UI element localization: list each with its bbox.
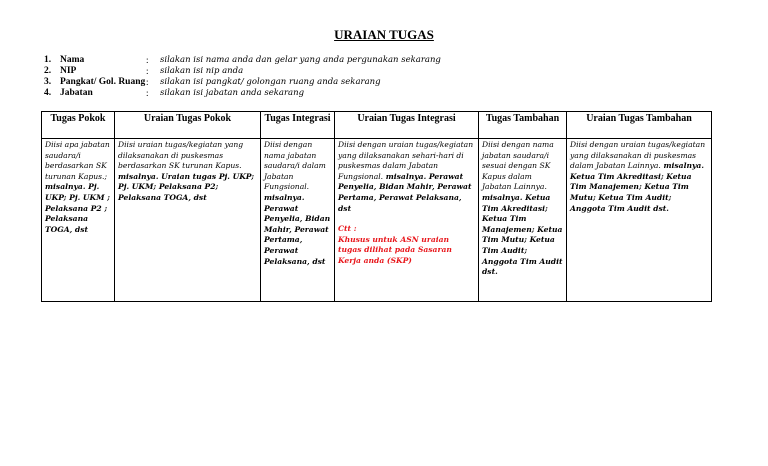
info-label: Jabatan (60, 88, 93, 98)
info-number: 2. (44, 66, 52, 76)
cell-example-text: misalnya. Uraian tugas Pj. UKP; Pj. UKM; Pelaksana P2; Pelaksana TOGA, dst (118, 171, 255, 202)
info-value: silakan isi nama anda dan gelar yang anda pergunakan sekarang (160, 55, 441, 65)
info-row-rank (44, 77, 441, 88)
info-value: silakan isi nip anda (160, 66, 244, 76)
cell-intro-text: Diisi dengan uraian tugas/kegiatan yang dilaksanakan sehari-hari di puskesmas dalam Jabatan Fungsional. (338, 140, 474, 181)
info-colon: : (146, 77, 149, 87)
header-uraian-tugas-tambahan: Uraian Tugas Tambahan (567, 112, 712, 139)
header-tugas-pokok: Tugas Pokok (42, 112, 115, 139)
cell-example-text: misalnya. Perawat Penyelia, Bidan Mahir, Perawat Pertama, Perawat Pelaksana, dst (338, 171, 472, 213)
cell-uraian-tugas-pokok (115, 139, 261, 302)
info-value: silakan isi jabatan anda sekarang (160, 88, 305, 98)
info-label: NIP (60, 66, 77, 76)
cell-example-text: misalnya. Perawat Penyelia, Bidan Mahir, Perawat Pertama, Perawat Pelaksana, dst (264, 192, 331, 266)
cell-intro-text: Diisi uraian tugas/kegiatan yang dilaksanakan di puskesmas berdasarkan SK turunan Kapus. (118, 140, 244, 171)
cell-note-body: Khusus untuk ASN uraian tugas dilihat pada Sasaran Kerja anda (SKP) (338, 234, 452, 265)
cell-example-text: misalnya. Ketua Tim Akreditasi; Ketua Tim Manajemen; Ketua Tim Mutu; Ketua Tim Audit; Anggota Tim Audit dst. (570, 161, 704, 213)
info-value: silakan isi pangkat/ golongan ruang anda sekarang (160, 77, 381, 87)
info-row-position (44, 88, 441, 99)
info-colon: : (146, 88, 149, 98)
table-row (42, 139, 712, 302)
cell-uraian-tugas-integrasi (335, 139, 479, 302)
cell-intro-text: Diisi dengan uraian tugas/kegiatan yang dilaksanakan di puskesmas dalam Jabatan Lainnya. (570, 140, 706, 171)
cell-tugas-tambahan (479, 139, 567, 302)
info-colon: : (146, 55, 149, 65)
cell-note-title: Ctt : (338, 224, 357, 234)
header-uraian-tugas-integrasi: Uraian Tugas Integrasi (335, 112, 479, 139)
cell-intro-text: Diisi dengan nama jabatan saudara/i dalam Jabatan Fungsional. (264, 140, 326, 192)
info-row-name (44, 55, 441, 66)
header-tugas-tambahan: Tugas Tambahan (479, 112, 567, 139)
cell-example-text: misalnya. Ketua Tim Akreditasi; Ketua Tim Manajemen; Ketua Tim Mutu; Ketua Tim Audit; Anggota Tim Audit dst. (482, 192, 563, 277)
cell-uraian-tugas-tambahan (567, 139, 712, 302)
identity-info-list (44, 55, 441, 99)
info-number: 3. (44, 77, 52, 87)
header-tugas-integrasi: Tugas Integrasi (261, 112, 335, 139)
document-title: URAIAN TUGAS (334, 27, 434, 42)
info-label: Pangkat/ Gol. Ruang (60, 77, 146, 87)
cell-intro-text: Diisi apa jabatan saudara/i berdasarkan SK turunan Kapus.; (45, 140, 110, 181)
header-uraian-tugas-pokok: Uraian Tugas Pokok (115, 112, 261, 139)
cell-tugas-integrasi (261, 139, 335, 302)
cell-intro-text: Diisi dengan nama jabatan saudara/i sesuai dengan SK Kapus dalam Jabatan Lainnya. (482, 140, 554, 192)
duty-table (41, 111, 712, 302)
info-number: 4. (44, 88, 52, 98)
table-header-row (42, 112, 712, 139)
cell-tugas-pokok (42, 139, 115, 302)
info-row-nip (44, 66, 441, 77)
info-colon: : (146, 66, 149, 76)
info-number: 1. (44, 55, 52, 65)
info-label: Nama (60, 55, 85, 65)
cell-example-text: misalnya. Pj. UKP; Pj. UKM ; Pelaksana P2 ; Pelaksana TOGA, dst (45, 182, 110, 234)
